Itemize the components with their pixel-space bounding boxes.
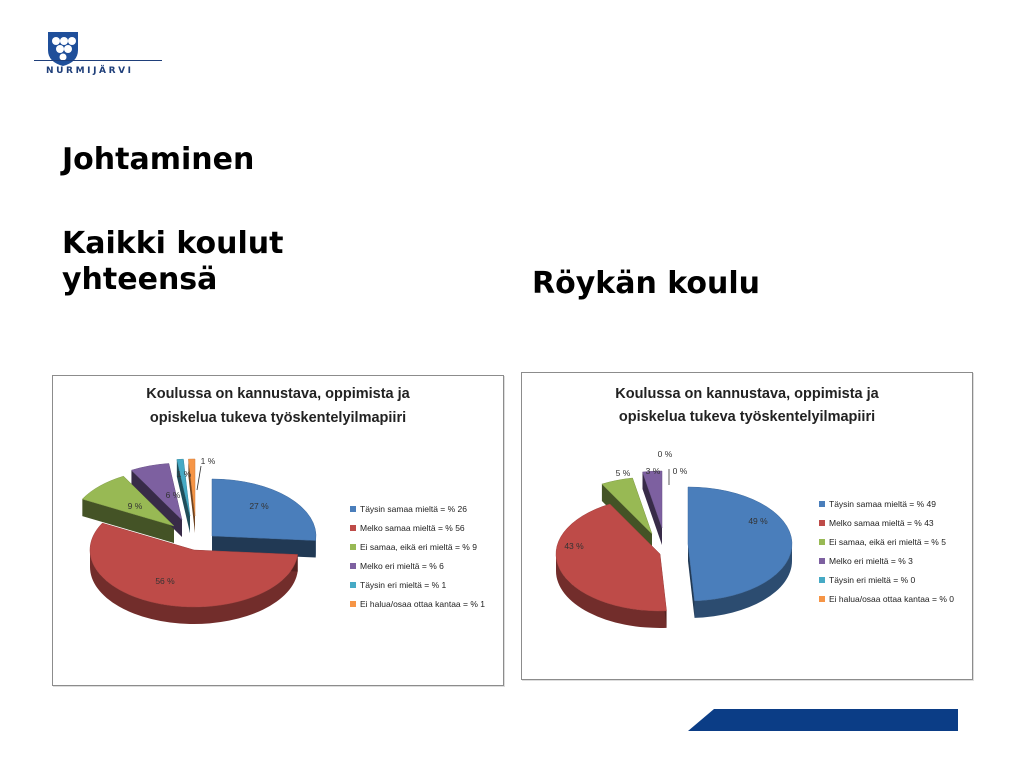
logo-wordmark: NURMIJÄRVI: [46, 66, 134, 76]
legend-swatch-6: [350, 601, 356, 607]
legend-swatch-2: [819, 520, 825, 526]
data-label-5: 1 %: [176, 469, 192, 479]
slide-title: Johtaminen: [62, 142, 255, 177]
legend-label-4: Melko eri mieltä = % 3: [829, 556, 913, 566]
data-label-3: 5 %: [615, 468, 631, 478]
data-label-4: 6 %: [165, 490, 181, 500]
chart-title-line2: opiskelua tukeva työskentelyilmapiiri: [618, 409, 876, 425]
legend-swatch-2: [350, 525, 356, 531]
left-heading-line2: yhteensä: [62, 262, 218, 297]
legend-swatch-4: [350, 563, 356, 569]
legend-label-4: Melko eri mieltä = % 6: [360, 561, 444, 571]
legend-label-5: Täysin eri mieltä = % 1: [360, 580, 447, 590]
pie-slices: [556, 471, 792, 628]
chart-roykka-school-svg: [522, 373, 972, 679]
chart-title-line1: Koulussa on kannustava, oppimista ja: [615, 386, 879, 402]
legend-swatch-3: [350, 544, 356, 550]
data-label-4: 3 %: [645, 466, 661, 476]
legend-label-2: Melko samaa mieltä = % 43: [829, 518, 934, 528]
data-label-6: 1 %: [200, 456, 216, 466]
legend-label-2: Melko samaa mieltä = % 56: [360, 523, 465, 533]
legend-swatch-6: [819, 596, 825, 602]
legend-swatch-4: [819, 558, 825, 564]
data-label-5: 0 %: [657, 449, 673, 459]
left-heading: [62, 226, 382, 298]
legend-swatch-3: [819, 539, 825, 545]
legend-swatch-5: [350, 582, 356, 588]
data-label-3: 9 %: [127, 501, 143, 511]
leader-line: [197, 466, 201, 490]
legend-label-5: Täysin eri mieltä = % 0: [829, 575, 916, 585]
pie-slices: [82, 459, 316, 624]
legend-swatch-5: [819, 577, 825, 583]
legend: [819, 499, 954, 604]
data-label-2: 43 %: [564, 541, 584, 551]
legend-label-1: Täysin samaa mieltä = % 26: [360, 504, 468, 514]
legend-label-6: Ei halua/osaa ottaa kantaa = % 1: [360, 599, 485, 609]
legend-label-3: Ei samaa, eikä eri mieltä = % 9: [360, 542, 477, 552]
legend-label-3: Ei samaa, eikä eri mieltä = % 5: [829, 537, 946, 547]
chart-title-line2: opiskelua tukeva työskentelyilmapiiri: [149, 410, 407, 426]
legend: [350, 504, 485, 609]
legend-label-1: Täysin samaa mieltä = % 49: [829, 499, 937, 509]
right-heading: Röykän koulu: [532, 266, 761, 301]
chart-roykka-school: [521, 372, 973, 680]
data-label-6: 0 %: [672, 466, 688, 476]
data-label-1: 49 %: [748, 516, 768, 526]
logo-underline: [34, 60, 162, 61]
legend-label-6: Ei halua/osaa ottaa kantaa = % 0: [829, 594, 954, 604]
data-label-2: 56 %: [155, 576, 175, 586]
chart-all-schools-svg: [53, 376, 503, 685]
chart-title-line1: Koulussa on kannustava, oppimista ja: [146, 386, 410, 402]
legend-swatch-1: [819, 501, 825, 507]
left-heading-line1: Kaikki koulut: [62, 226, 284, 261]
pie-slice-6: [188, 459, 195, 516]
legend-swatch-1: [350, 506, 356, 512]
footer-banner: [688, 709, 958, 731]
chart-all-schools: [52, 375, 504, 686]
data-label-1: 27 %: [249, 501, 269, 511]
